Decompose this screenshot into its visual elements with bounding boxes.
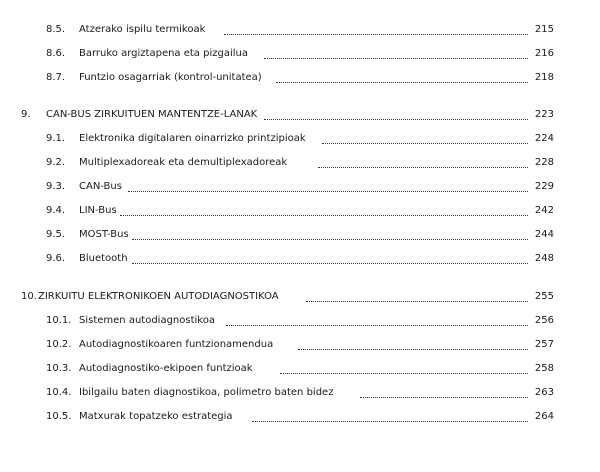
entry-page: 257 <box>534 339 554 350</box>
toc-entry-9-6[interactable] <box>0 252 600 266</box>
entry-page: 263 <box>534 387 554 398</box>
dot-leader <box>318 167 528 168</box>
entry-number: 10.2. <box>46 339 72 350</box>
toc-entry-9-1[interactable] <box>0 132 600 146</box>
toc-entry-9-2[interactable] <box>0 156 600 170</box>
entry-page: 216 <box>534 48 554 59</box>
entry-page: 248 <box>534 253 554 264</box>
entry-title: Matxurak topatzeko estrategia <box>79 411 233 422</box>
entry-page: 228 <box>534 157 554 168</box>
dot-leader <box>298 349 528 350</box>
toc-chapter-10[interactable] <box>0 290 600 304</box>
dot-leader <box>132 263 528 264</box>
entry-title: Autodiagnostiko-ekipoen funtzioak <box>79 363 253 374</box>
entry-number: 10.1. <box>46 315 72 326</box>
toc-entry-8-7[interactable] <box>0 71 600 85</box>
toc-entry-10-5[interactable] <box>0 410 600 424</box>
toc-entry-9-4[interactable] <box>0 204 600 218</box>
toc-entry-10-4[interactable] <box>0 386 600 400</box>
dot-leader <box>264 119 528 120</box>
dot-leader <box>128 191 528 192</box>
entry-number: 9.1. <box>46 133 66 144</box>
entry-title: Bluetooth <box>79 253 128 264</box>
dot-leader <box>306 301 528 302</box>
entry-title: Ibilgailu baten diagnostikoa, polimetro baten bidez <box>79 387 334 398</box>
dot-leader <box>360 397 528 398</box>
chapter-number: 9. <box>21 109 31 120</box>
entry-page: 229 <box>534 181 554 192</box>
entry-page: 244 <box>534 229 554 240</box>
entry-number: 8.5. <box>46 24 66 35</box>
entry-title: Sistemen autodiagnostikoa <box>79 315 215 326</box>
entry-number: 9.4. <box>46 205 66 216</box>
entry-number: 10.5. <box>46 411 72 422</box>
entry-page: 215 <box>534 24 554 35</box>
dot-leader <box>252 421 528 422</box>
toc-entry-10-1[interactable] <box>0 314 600 328</box>
entry-number: 10.3. <box>46 363 72 374</box>
entry-page: 224 <box>534 133 554 144</box>
toc-entry-9-5[interactable] <box>0 228 600 242</box>
entry-page: 256 <box>534 315 554 326</box>
entry-title: LIN-Bus <box>79 205 117 216</box>
dot-leader <box>264 58 528 59</box>
entry-page: 258 <box>534 363 554 374</box>
entry-title: Autodiagnostikoaren funtzionamendua <box>79 339 274 350</box>
entry-number: 10.4. <box>46 387 72 398</box>
toc-entry-8-5[interactable] <box>0 23 600 37</box>
entry-number: 8.7. <box>46 72 66 83</box>
entry-number: 9.5. <box>46 229 66 240</box>
entry-title: Funtzio osagarriak (kontrol-unitatea) <box>79 72 262 83</box>
chapter-title: CAN-BUS ZIRKUITUEN MANTENTZE-LANAK <box>46 109 258 120</box>
dot-leader <box>226 325 528 326</box>
entry-number: 9.6. <box>46 253 66 264</box>
chapter-page: 255 <box>534 291 554 302</box>
entry-title: Multiplexadoreak eta demultiplexadoreak <box>79 157 288 168</box>
entry-number: 9.3. <box>46 181 66 192</box>
toc-entry-9-3[interactable] <box>0 180 600 194</box>
entry-title: CAN-Bus <box>79 181 122 192</box>
dot-leader <box>322 143 528 144</box>
toc-entry-10-3[interactable] <box>0 362 600 376</box>
chapter-number: 10. <box>21 291 37 302</box>
entry-page: 218 <box>534 72 554 83</box>
entry-number: 8.6. <box>46 48 66 59</box>
dot-leader <box>132 239 528 240</box>
dot-leader <box>120 215 528 216</box>
entry-title: Elektronika digitalaren oinarrizko printzipioak <box>79 133 306 144</box>
entry-number: 9.2. <box>46 157 66 168</box>
toc-entry-8-6[interactable] <box>0 47 600 61</box>
chapter-title: ZIRKUITU ELEKTRONIKOEN AUTODIAGNOSTIKOA <box>38 291 279 302</box>
chapter-page: 223 <box>534 109 554 120</box>
dot-leader <box>276 82 528 83</box>
entry-title: Barruko argiztapena eta pizgailua <box>79 48 248 59</box>
toc-chapter-9[interactable] <box>0 108 600 122</box>
dot-leader <box>280 373 528 374</box>
toc-entry-10-2[interactable] <box>0 338 600 352</box>
entry-title: MOST-Bus <box>79 229 129 240</box>
entry-title: Atzerako ispilu termikoak <box>79 24 206 35</box>
entry-page: 264 <box>534 411 554 422</box>
entry-page: 242 <box>534 205 554 216</box>
dot-leader <box>224 34 528 35</box>
